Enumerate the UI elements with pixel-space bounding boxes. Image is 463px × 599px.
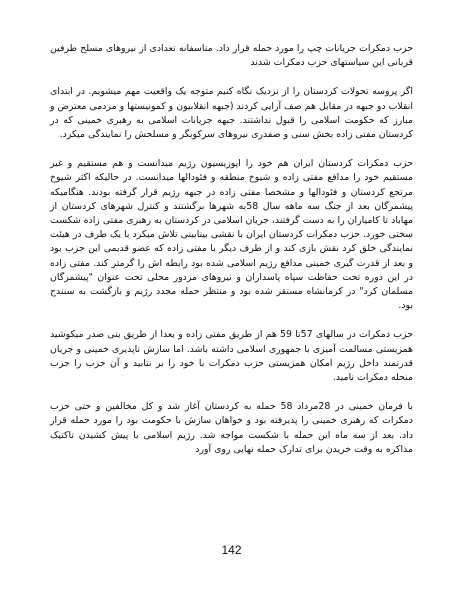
page-number: 142 xyxy=(221,543,242,557)
paragraph-5: با فرمان خمینی در 28مرداد 58 حمله به کردستان آغاز شد و کل مخالفین و حتی حزب دمکرات که رهبری خمینی را پذیرفته بود و خواهان سازش با حکومت بود را مورد حمله قرار داد. بعد از سه ماه این حمله با شکست مواجه شد. رژیم اسلامی با پیش کشیدن تاکتیک مذاکره به وقت خریدن برای تدارک حمله نهایی روی آورد xyxy=(50,401,413,455)
paragraph-3: حزب دمکرات کردستان ایران هم خود را اپوزیسیون رژیم میدانست و هم مستقیم و غیر مستقیم خود را مدافع مفتی زاده و شیوخ منطقه و فئودالها میدانست. در حالیکه اکثر شیوخ مرتجع کردستان و فئودالها و مشخصا مفتی زاده در جبهه رژیم قرار گرفته بودند. هنگامیکه پیشمرگان بعد از جنگ سه ماهه سال 58به شهرها برگشتند و کنترل شهرهای کردستان از مهاباد تا کامیاران را به دست گرفتند، جریان اسلامی در کردستان به رهبری مفتی زاده شکست سختی خورد. حزب دمکرات کردستان ایران با نقشی بینابینی تلاش میکرد با یک طرف در هیئت نمایندگی خلق کرد نقش بازی کند و از طرف دیگر با مفتی زاده که عضو قدیمی این حزب بود و بعد از قدرت گیری خمینی مدافع رژیم اسلامی شده بود رابطه اش را گرمتر کند. مفتی زاده در این دوره تحت حفاظت سپاه پاسداران و نیروهای مزدور محلی تحت عنوان "پیشمرگان مسلمان کرد" در کرمانشاه مستقر شده بود و منتظر حمله مجدد رژیم و بازگشت به سنندج بود. xyxy=(50,158,413,312)
paragraph-2: اگر پروسه تحولات کردستان را از نزدیک نگاه کنیم متوجه یک واقعیت مهم میشویم. در ابتدای انقلاب دو جبهه در مقابل هم صف آرایی کردند (جبهه انقلابیون و کمونیستها و مردمی معترض و مبارز که حکومت اسلامی را قبول نداشتند. جبهه جریانات اسلامی به رهبری خمینی که در کردستان مفتی زاده بخش سنی و صفدری نیروهای سرکوبگر و مسلحش را نمایندگی میکرد. xyxy=(50,86,413,141)
paragraph-1: حزب دمکرات جریانات چپ را مورد حمله قرار داد. متاسفانه تعدادی از نیروهای مسلح طرفین قربانی این سیاستهای حزب دمکرات شدند xyxy=(50,43,413,69)
document-body xyxy=(50,42,413,472)
paragraph-4: حزب دمکرات در سالهای 57تا 59 هم از طریق مفتی زاده و بعدا از طریق بنی صدر میکوشید همزیستی مسالمت آمیزی با جمهوری اسلامی داشته باشد. اما سازش ناپذیری خمینی و جریان قدرتمند داخل رژیم امکان همزیستی حزب دمکرات با خود را بر نتابید و آن حزب را جزب منحله دمکرات نامید. xyxy=(50,329,414,384)
